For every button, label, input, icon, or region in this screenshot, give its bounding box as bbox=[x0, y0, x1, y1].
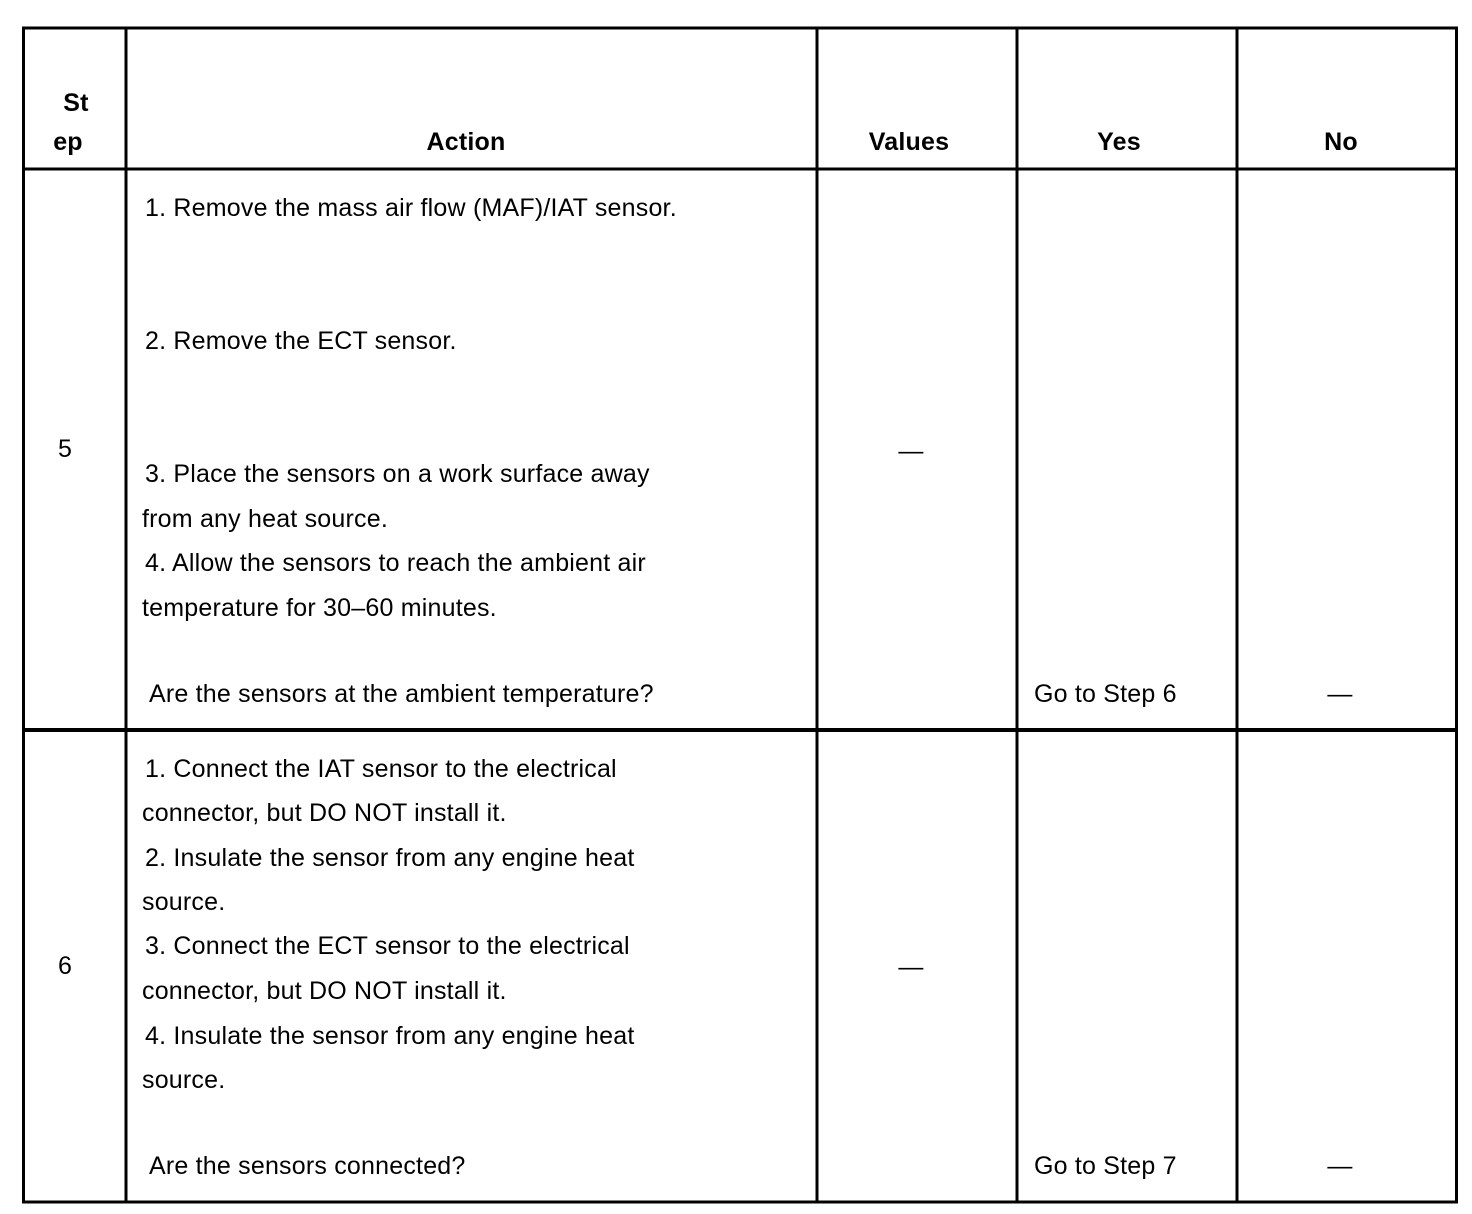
action-question: Are the sensors at the ambient temperature? bbox=[149, 680, 654, 708]
action-line: 3. Connect the ECT sensor to the electrical bbox=[145, 932, 630, 960]
action-line: 4. Insulate the sensor from any engine heat bbox=[145, 1022, 635, 1050]
action-line: temperature for 30–60 minutes. bbox=[142, 594, 497, 622]
no-cell: — bbox=[1327, 680, 1353, 708]
action-line: source. bbox=[142, 1066, 226, 1094]
header-yes: Yes bbox=[1097, 128, 1141, 156]
action-line: from any heat source. bbox=[142, 505, 388, 533]
action-line: 1. Remove the mass air flow (MAF)/IAT sensor. bbox=[145, 194, 677, 222]
action-line: 2. Remove the ECT sensor. bbox=[145, 327, 457, 355]
step-number: 6 bbox=[58, 952, 73, 980]
action-line: 2. Insulate the sensor from any engine heat bbox=[145, 844, 635, 872]
action-line: connector, but DO NOT install it. bbox=[142, 799, 507, 827]
action-line: source. bbox=[142, 888, 226, 916]
values-cell: — bbox=[898, 437, 924, 465]
action-line: connector, but DO NOT install it. bbox=[142, 977, 507, 1005]
header-action: Action bbox=[426, 128, 506, 156]
values-cell: — bbox=[898, 953, 924, 981]
no-cell: — bbox=[1327, 1152, 1353, 1180]
header-values: Values bbox=[868, 128, 950, 156]
header-no: No bbox=[1324, 128, 1358, 156]
yes-cell: Go to Step 6 bbox=[1034, 680, 1177, 708]
header-step-line1: St bbox=[63, 89, 89, 117]
yes-cell: Go to Step 7 bbox=[1034, 1152, 1177, 1180]
action-question: Are the sensors connected? bbox=[149, 1152, 466, 1180]
action-line: 4. Allow the sensors to reach the ambient air bbox=[145, 549, 646, 577]
header-step-line2: ep bbox=[53, 128, 83, 156]
step-number: 5 bbox=[58, 435, 73, 463]
action-line: 1. Connect the IAT sensor to the electrical bbox=[145, 755, 617, 783]
action-line: 3. Place the sensors on a work surface away bbox=[145, 460, 650, 488]
